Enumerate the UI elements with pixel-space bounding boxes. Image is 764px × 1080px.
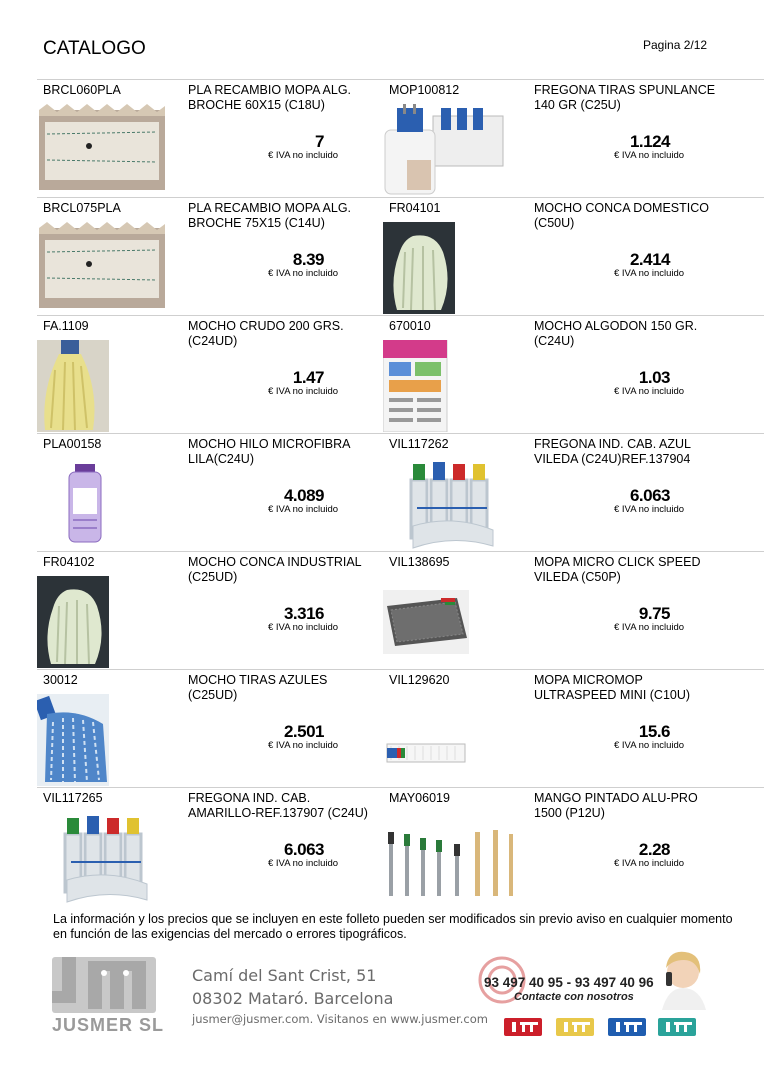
product-description: MOCHO ALGODON 150 GR. (C24U): [534, 319, 698, 348]
product-price: 7: [315, 132, 324, 151]
iva-note: € IVA no incluido: [614, 858, 685, 869]
jm-color-logos: [504, 1018, 696, 1036]
catalog-row: [37, 787, 764, 905]
product-description: MOCHO HILO MICROFIBRA LILA(C24U): [188, 437, 350, 466]
iva-note: € IVA no incluido: [268, 740, 339, 751]
catalog-row: [37, 197, 764, 315]
product-description: MOCHO CONCA INDUSTRIAL (C25UD): [188, 555, 362, 584]
string-mop-icon: [37, 576, 167, 668]
iva-note: € IVA no incluido: [614, 386, 685, 397]
iva-note: € IVA no incluido: [614, 504, 685, 515]
product-description: FREGONA IND. CAB. AMARILLO-REF.137907 (C24U): [188, 791, 368, 820]
flat-mop-pad-icon: [37, 222, 167, 314]
product-cell: [37, 198, 383, 316]
catalog-row: [37, 79, 764, 197]
catalog-title: CATALOGO: [43, 38, 146, 59]
iva-note: € IVA no incluido: [268, 150, 339, 161]
product-description: MOCHO CRUDO 200 GRS.(C24UD): [188, 319, 344, 348]
company-name: JUSMER SL: [52, 1015, 165, 1035]
product-price: 3.316: [283, 604, 324, 623]
product-cell: [37, 80, 383, 198]
iva-note: € IVA no incluido: [614, 150, 685, 161]
packaged-mop-icon: [37, 458, 167, 550]
address-line-1: Camí del Sant Crist, 51: [192, 966, 377, 985]
product-description: MOCHO TIRAS AZULES (C25UD): [188, 673, 328, 702]
catalog-row: [37, 433, 764, 551]
iva-note: € IVA no incluido: [614, 740, 685, 751]
product-code: FR04101: [389, 201, 441, 215]
product-description: FREGONA TIRAS SPUNLANCE 140 GR (C25U): [534, 83, 716, 112]
product-price: 1.47: [292, 368, 324, 387]
product-cell: [383, 788, 729, 906]
footer: [0, 945, 764, 1080]
industrial-mops-icon: [383, 458, 513, 550]
disclaimer-note: La información y los precios que se incluyen en este folleto pueden ser modificados sin previo aviso en cualquier momento en función de las exigencias del mercado o errores tipográficos.: [53, 912, 733, 941]
product-price: 15.6: [638, 722, 670, 741]
product-code: BRCL060PLA: [43, 83, 121, 97]
iva-note: € IVA no incluido: [614, 268, 685, 279]
product-code: MOP100812: [389, 83, 460, 97]
product-cell: [383, 198, 729, 316]
iva-note: € IVA no incluido: [268, 622, 339, 633]
blue-strip-mop-icon: [37, 694, 167, 786]
string-mop-icon: [383, 222, 513, 314]
product-code: VIL129620: [389, 673, 450, 687]
iva-note: € IVA no incluido: [268, 268, 339, 279]
contact-banner: [478, 950, 718, 1070]
industrial-mops-icon: [37, 812, 167, 904]
handles-icon: [383, 812, 513, 904]
address-line-2: 08302 Mataró. Barcelona: [192, 989, 394, 1008]
product-description: MOPA MICROMOP ULTRASPEED MINI (C10U): [534, 673, 691, 702]
product-cell: [37, 316, 383, 434]
product-code: FA.1109: [43, 319, 89, 333]
product-price: 8.39: [292, 250, 324, 269]
product-cell: [37, 788, 383, 906]
product-grid: [37, 79, 764, 905]
product-price: 2.501: [283, 722, 324, 741]
product-code: VIL117265: [43, 791, 103, 805]
product-description: PLA RECAMBIO MOPA ALG. BROCHE 60X15 (C18U): [188, 83, 352, 112]
product-code: FR04102: [43, 555, 95, 569]
iva-note: € IVA no incluido: [268, 504, 339, 515]
product-description: FREGONA IND. CAB. AZUL VILEDA (C24U)REF.137904: [534, 437, 691, 466]
product-cell: [383, 552, 729, 670]
product-cell: [383, 80, 729, 198]
product-cell: [37, 670, 383, 788]
product-cell: [383, 434, 729, 552]
product-code: VIL138695: [389, 555, 450, 569]
iva-note: € IVA no incluido: [268, 858, 339, 869]
product-code: BRCL075PLA: [43, 201, 121, 215]
product-code: VIL117262: [389, 437, 449, 451]
yellow-string-mop-icon: [37, 340, 167, 432]
product-price: 2.28: [638, 840, 670, 859]
product-price: 4.089: [283, 486, 324, 505]
product-price: 2.414: [629, 250, 670, 269]
product-cell: [37, 434, 383, 552]
product-description: MANGO PINTADO ALU-PRO 1500 (P12U): [534, 791, 698, 820]
product-price: 1.03: [638, 368, 670, 387]
micro-pad-icon: [383, 576, 513, 668]
product-price: 1.124: [629, 132, 670, 151]
product-description: MOCHO CONCA DOMESTICO (C50U): [534, 201, 710, 230]
product-cell: [383, 316, 729, 434]
product-code: 670010: [389, 319, 431, 333]
contact-cta: Contacte con nosotros: [514, 991, 634, 1003]
phone-numbers: 93 497 40 95 - 93 497 40 96: [484, 975, 654, 990]
product-description: MOPA MICRO CLICK SPEED VILEDA (C50P): [534, 555, 701, 584]
iva-note: € IVA no incluido: [268, 386, 339, 397]
product-code: 30012: [43, 673, 78, 687]
flat-mop-pad-icon: [37, 104, 167, 196]
iva-note: € IVA no incluido: [614, 622, 685, 633]
support-woman-icon: [662, 952, 706, 1010]
mini-micromop-icon: [383, 694, 513, 786]
product-code: PLA00158: [43, 437, 102, 451]
product-price: 6.063: [629, 486, 670, 505]
contact-line: jusmer@jusmer.com. Visitanos en www.jusmer.com: [192, 1012, 488, 1026]
product-cell: [37, 552, 383, 670]
catalog-row: [37, 315, 764, 433]
product-price: 9.75: [638, 604, 670, 623]
page-number: Pagina 2/12: [643, 38, 708, 52]
product-price: 6.063: [283, 840, 324, 859]
product-description: PLA RECAMBIO MOPA ALG. BROCHE 75X15 (C14U): [188, 201, 352, 230]
product-code: MAY06019: [389, 791, 450, 805]
catalog-row: [37, 551, 764, 669]
catalog-row: [37, 669, 764, 787]
mop-display-box-icon: [383, 104, 513, 196]
brochure-icon: [383, 340, 513, 432]
product-cell: [383, 670, 729, 788]
